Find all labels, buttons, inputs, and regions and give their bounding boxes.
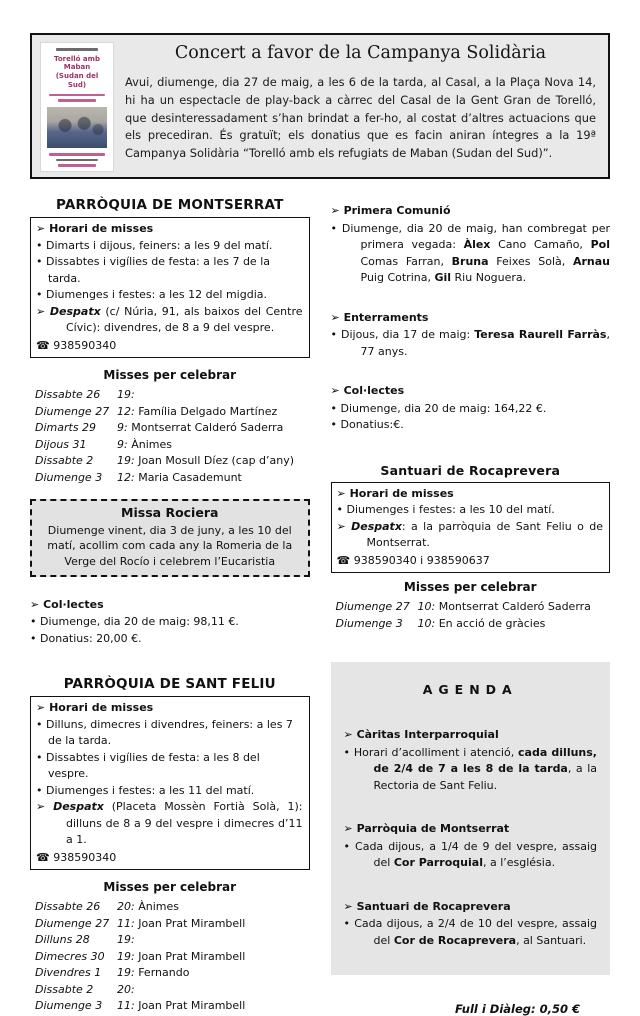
arrow-icon: ➢ — [36, 701, 46, 715]
missa-name: Joan Prat Mirambell — [138, 916, 246, 930]
primera-heading — [331, 203, 611, 220]
missa-entry — [117, 899, 179, 916]
missa-day: Dimecres 30 — [35, 949, 105, 963]
text-segment: Diumenge, dia 20 de maig, han combregat per primera vegada: — [341, 221, 610, 251]
arrow-icon: ➢ — [36, 800, 46, 814]
horari-heading-label: Horari de misses — [349, 486, 454, 500]
missa-row — [35, 420, 310, 437]
missa-entry — [418, 599, 591, 616]
text-segment: Puig Cotrina, — [360, 271, 435, 284]
text-segment: Cada dijous, a 2/4 de 10 del vespre, assaig del — [354, 917, 597, 947]
text-segment: Teresa Raurell Farràs — [474, 328, 607, 341]
text-segment: Cada dijous, a 1/4 de 9 del vespre, assaig del — [355, 839, 597, 869]
missa-name: Joan Prat Mirambell — [138, 999, 246, 1013]
missa-entry — [117, 404, 277, 421]
text-segment: , a l’església. — [482, 856, 556, 869]
missa-entry — [117, 387, 135, 404]
missa-row — [35, 470, 310, 487]
agenda-item-body — [344, 839, 598, 872]
rociera-body: Diumenge vinent, dia 3 de juny, a les 10 del matí, acollim com cada any la Romeria de la Verge del Rocío i celebrem l’Eucaristia — [47, 523, 293, 568]
agenda-item-body — [344, 745, 598, 795]
missa-day: Dilluns 28 — [35, 933, 90, 947]
text-segment: , a la Rectoria de Sant Feliu. — [373, 762, 598, 792]
missa-time: 19: — [117, 454, 135, 467]
montserrat-title: PARRÒQUIA DE MONTSERRAT — [56, 197, 284, 213]
rocaprevera-collectes-section — [331, 383, 611, 434]
horari-heading-label: Horari de misses — [49, 222, 154, 235]
collectes-heading — [331, 383, 611, 400]
enterraments-heading — [331, 310, 611, 327]
horari-bullet: • Diumenges i festes: a les 10 del matí. — [337, 502, 604, 519]
arrow-icon: ➢ — [330, 204, 340, 217]
missa-row — [35, 932, 310, 949]
agenda-item-rocaprevera — [344, 899, 598, 950]
left-column — [30, 197, 310, 1016]
missa-time: 19: — [117, 933, 135, 947]
collectes-heading-label: Col·lectes — [43, 597, 104, 611]
misses-table — [30, 899, 310, 1015]
primera-comunio-section — [331, 203, 611, 287]
rocaprevera-horari-box — [331, 482, 611, 574]
despatx-text: : a la parròquia de Sant Feliu o de Montserrat. — [366, 519, 603, 549]
missa-row — [35, 404, 310, 421]
phone-icon: ☎ — [336, 553, 351, 567]
text-segment: , al Santuari. — [516, 933, 587, 947]
horari-bullet: • Dissabtes i vigílies de festa: a les 7 de la tarda. — [36, 254, 303, 287]
text-segment: Riu Noguera. — [451, 271, 527, 284]
horari-heading — [36, 221, 303, 238]
missa-entry — [418, 616, 546, 633]
missa-time: 19: — [117, 388, 135, 401]
missa-time: 11: — [117, 999, 135, 1013]
missa-entry — [117, 982, 135, 999]
concert-announcement-box — [30, 33, 610, 179]
horari-bullet: • Dimarts i dijous, feiners: a les 9 del matí. — [36, 238, 303, 255]
agenda-box — [331, 662, 611, 975]
missa-time: 11: — [117, 916, 135, 930]
missa-day: Diumenge 3 — [35, 999, 103, 1013]
poster-text-line — [58, 99, 96, 102]
missa-row — [35, 453, 310, 470]
agenda-item-heading — [344, 899, 598, 916]
montserrat-horari-box — [30, 217, 310, 358]
enterraments-body — [331, 327, 611, 360]
text-segment: Cor de Rocaprevera — [393, 933, 517, 947]
missa-day: Dissabte 26 — [35, 900, 101, 914]
horari-bullet-list — [36, 238, 303, 304]
missa-name: Montserrat Calderó Saderra — [131, 421, 284, 434]
rocaprevera-title: Santuari de Rocaprevera — [380, 462, 561, 478]
missa-day: Dijous 31 — [35, 437, 87, 451]
misses-heading: Misses per celebrar — [103, 368, 237, 382]
campaign-poster-thumbnail — [40, 42, 114, 172]
text-segment: Dijous, dia 17 de maig: — [340, 328, 475, 341]
missa-day: Diumenge 27 — [35, 916, 110, 930]
arrow-icon: ➢ — [343, 728, 353, 741]
missa-entry — [117, 453, 294, 470]
arrow-icon: ➢ — [330, 384, 340, 397]
missa-day: Dissabte 26 — [35, 388, 101, 401]
poster-photo — [47, 107, 107, 148]
missa-row — [35, 949, 310, 966]
arrow-icon: ➢ — [336, 486, 346, 500]
missa-row — [35, 387, 310, 404]
concert-body: Avui, diumenge, dia 27 de maig, a les 6 de la tarda, al Casal, a la Plaça Nova 14, hi ha un espectacle de play-back a càrrec del Casal de la Gent Gran de Torelló, que desinteressadament s’han brindat a fer-ho, al costat d’altres actuacions que els precediran. És gratuït; els donatius que es facin aniran íntegres a la 19ª Campanya Solidària “Torelló amb els refugiats de Maban (Sudan del Sud)”. — [125, 75, 596, 161]
horari-bullet-list — [36, 717, 303, 800]
horari-heading-label: Horari de misses — [49, 701, 154, 715]
misses-table — [30, 387, 310, 486]
agenda-item-montserrat — [344, 821, 598, 872]
phone-line — [36, 850, 303, 867]
horari-bullet-list — [337, 502, 604, 519]
missa-name: Fernando — [138, 966, 190, 980]
text-segment: Gil — [434, 271, 452, 284]
missa-entry — [117, 998, 245, 1015]
poster-title — [47, 55, 107, 90]
santfeliu-title: PARRÒQUIA DE SANT FELIU — [63, 676, 276, 693]
misses-table — [331, 599, 611, 632]
collectes-bullet-list — [30, 614, 310, 647]
missa-time: 12: — [117, 470, 135, 484]
arrow-icon: ➢ — [36, 222, 46, 235]
enterraments-section — [331, 310, 611, 361]
poster-text-line — [58, 164, 96, 167]
agenda-item-heading-label: Santuari de Rocaprevera — [356, 899, 511, 913]
missa-entry — [117, 420, 283, 437]
collectes-bullet-list — [331, 401, 611, 434]
missa-day: Dissabte 2 — [35, 982, 94, 996]
poster-title-line1: Torelló amb Maban — [54, 54, 100, 72]
horari-bullet: • Dissabtes i vigílies de festa: a les 8 del vespre. — [36, 750, 303, 783]
missa-name: Ànimes — [131, 437, 172, 451]
phone-line — [36, 338, 303, 355]
concert-title: Concert a favor de la Campanya Solidària — [174, 43, 547, 63]
despatx-text: (c/ Núria, 91, als baixos del Centre Cívic): divendres, de 8 a 9 del vespre. — [66, 304, 303, 334]
text-segment: Pol — [590, 238, 610, 251]
poster-title-line2: (Sudan del Sud) — [55, 72, 99, 89]
text-segment: Feixes Solà, — [488, 254, 573, 268]
missa-entry — [117, 932, 135, 949]
collectes-heading — [30, 597, 310, 614]
primera-body — [331, 221, 611, 287]
missa-name: Família Delgado Martínez — [138, 404, 278, 418]
missa-name: Maria Casademunt — [138, 470, 242, 484]
poster-text-line — [49, 94, 105, 97]
missa-entry — [117, 470, 242, 487]
missa-entry — [117, 916, 245, 933]
missa-time: 12: — [117, 404, 135, 418]
arrow-icon: ➢ — [30, 597, 40, 611]
missa-entry — [117, 949, 245, 966]
missa-entry — [117, 437, 172, 454]
collectes-bullet: • Donatius:€. — [331, 417, 611, 434]
horari-heading — [337, 486, 604, 503]
columns-container — [0, 197, 640, 1016]
phone-number: 938590340 i 938590637 — [353, 553, 490, 567]
agenda-item-heading — [344, 821, 598, 838]
missa-time: 19: — [117, 949, 135, 963]
arrow-icon: ➢ — [343, 822, 353, 835]
phone-number: 938590340 — [53, 338, 117, 352]
missa-time: 20: — [117, 982, 135, 996]
missa-day: Dimarts 29 — [35, 421, 97, 434]
despatx-line — [36, 304, 303, 337]
santfeliu-horari-box — [30, 696, 310, 870]
arrow-icon: ➢ — [330, 310, 340, 324]
price-footer: Full i Diàleg: 0,50 € — [455, 1002, 580, 1016]
text-segment: Cor Parroquial — [393, 856, 483, 869]
missa-name: Joan Mosull Díez (cap d’any) — [138, 454, 295, 467]
text-segment: Cano Camaño, — [490, 238, 591, 251]
text-segment: Horari d’acolliment i atenció, — [353, 745, 519, 759]
missa-time: 19: — [117, 966, 135, 980]
collectes-bullet: • Diumenge, dia 20 de maig: 164,22 €. — [331, 401, 611, 418]
missa-day: Diumenge 3 — [35, 470, 103, 484]
missa-day: Divendres 1 — [35, 966, 102, 980]
text-segment: Arnau — [572, 254, 610, 268]
despatx-text: (Placeta Mossèn Fortià Solà, 1): dilluns de 8 a 9 del vespre i dimecres d’11 a 1. — [66, 800, 303, 847]
enterraments-heading-label: Enterraments — [343, 310, 429, 324]
text-segment: cada dilluns, de 2/4 de 7 a les 8 de la tarda — [373, 745, 597, 775]
missa-day: Diumenge 27 — [35, 404, 110, 418]
despatx-label: Despatx — [351, 519, 402, 533]
missa-name: En acció de gràcies — [438, 616, 546, 630]
phone-line — [337, 553, 604, 570]
text-segment: , 77 anys. — [360, 328, 610, 358]
missa-time: 10: — [417, 616, 436, 630]
missa-time: 9: — [117, 437, 128, 451]
missa-time: 9: — [117, 421, 128, 434]
text-segment: Àlex — [463, 238, 491, 251]
montserrat-collectes-section — [30, 597, 310, 648]
missa-row — [35, 982, 310, 999]
despatx-line — [337, 519, 604, 552]
misses-heading: Misses per celebrar — [103, 880, 237, 895]
missa-name: Montserrat Calderó Saderra — [438, 600, 591, 613]
horari-heading — [36, 700, 303, 717]
poster-text-line — [56, 48, 98, 51]
rociera-title: Missa Rociera — [121, 505, 219, 520]
arrow-icon: ➢ — [343, 899, 353, 913]
agenda-item-heading-label: Càritas Interparroquial — [356, 728, 499, 741]
missa-day: Dissabte 2 — [35, 454, 94, 467]
missa-rociera-box — [30, 499, 310, 577]
text-segment: Comas Farran, — [360, 254, 452, 268]
missa-entry — [117, 965, 189, 982]
agenda-item-body — [344, 916, 598, 949]
missa-row — [35, 998, 310, 1015]
collectes-heading-label: Col·lectes — [343, 384, 405, 397]
collectes-bullet: • Donatius: 20,00 €. — [30, 631, 310, 648]
missa-name: Joan Prat Mirambell — [138, 949, 246, 963]
horari-bullet: • Diumenges i festes: a les 12 del migdia. — [36, 287, 303, 304]
misses-heading: Misses per celebrar — [403, 580, 537, 594]
horari-bullet: • Diumenges i festes: a les 11 del matí. — [36, 783, 303, 800]
phone-icon: ☎ — [36, 850, 50, 864]
agenda-item-caritas — [344, 727, 598, 794]
missa-time: 10: — [417, 600, 436, 613]
despatx-line — [36, 799, 303, 849]
arrow-icon: ➢ — [336, 519, 346, 533]
missa-time: 20: — [117, 900, 135, 914]
despatx-label: Despatx — [49, 304, 101, 318]
missa-row — [35, 437, 310, 454]
poster-text-line — [56, 159, 98, 162]
missa-day: Diumenge 27 — [335, 600, 410, 613]
right-column — [331, 197, 611, 1016]
despatx-label: Despatx — [53, 800, 104, 814]
missa-day: Diumenge 3 — [335, 616, 403, 630]
missa-row — [35, 916, 310, 933]
collectes-bullet: • Diumenge, dia 20 de maig: 98,11 €. — [30, 614, 310, 631]
agenda-item-heading — [344, 727, 598, 744]
phone-number: 938590340 — [53, 850, 117, 864]
text-segment: Bruna — [451, 254, 489, 268]
missa-row — [336, 616, 611, 633]
agenda-item-heading-label: Parròquia de Montserrat — [356, 822, 510, 835]
primera-heading-label: Primera Comunió — [343, 204, 451, 217]
missa-row — [35, 965, 310, 982]
arrow-icon: ➢ — [36, 304, 46, 318]
poster-text-line — [49, 153, 105, 156]
agenda-title: AGENDA — [422, 682, 518, 697]
missa-row — [35, 899, 310, 916]
missa-row — [336, 599, 611, 616]
phone-icon: ☎ — [36, 338, 50, 352]
horari-bullet: • Dilluns, dimecres i divendres, feiners: a les 7 de la tarda. — [36, 717, 303, 750]
missa-name: Ànimes — [138, 900, 179, 914]
